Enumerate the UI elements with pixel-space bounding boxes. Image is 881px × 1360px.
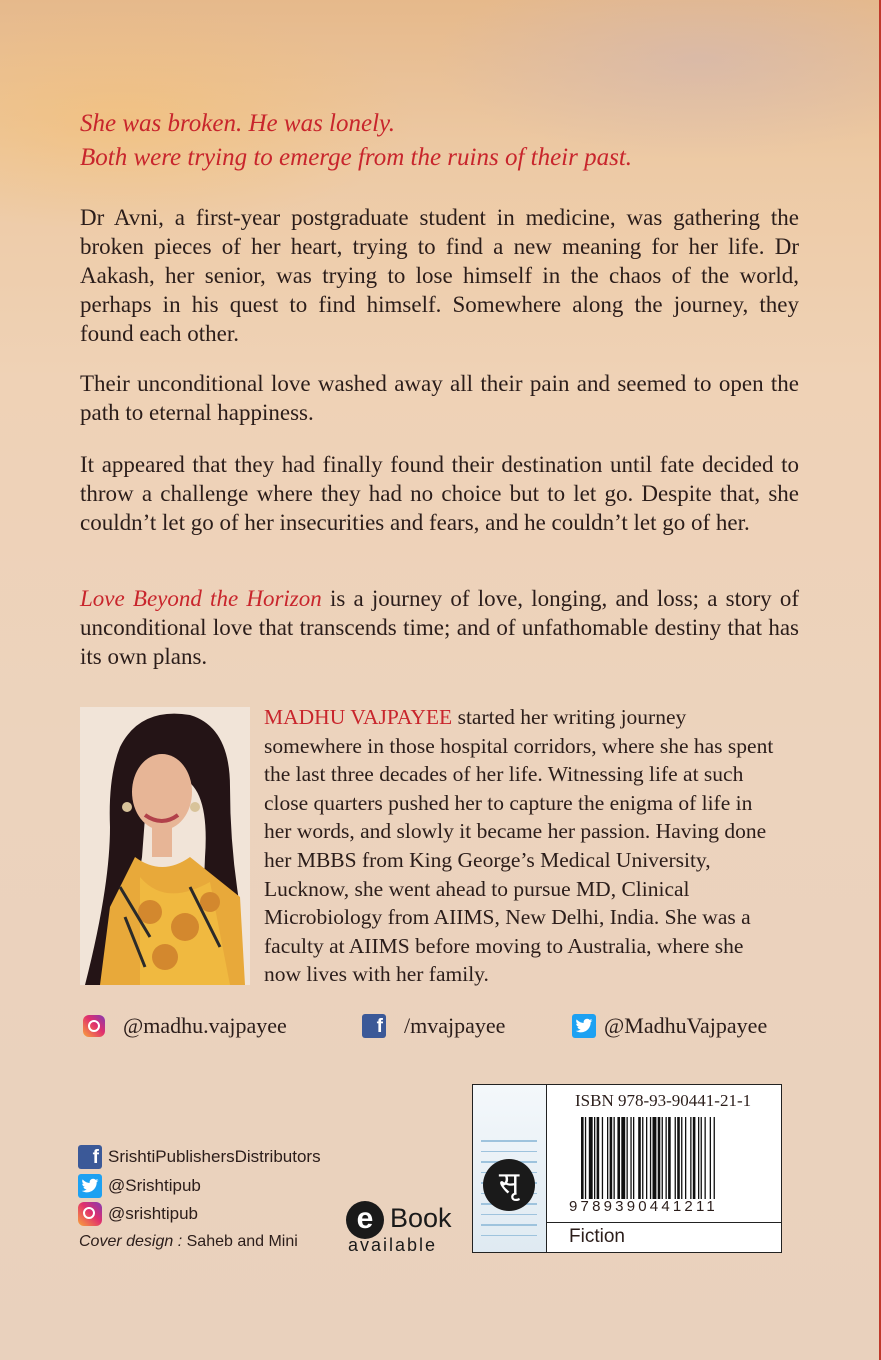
blurb-paragraph-4-text: is a journey of love, longing, and loss; a story of unconditional love that transcends time; and of unfathomable destiny that has its own plans. (80, 586, 799, 669)
blurb-paragraph-4 (80, 584, 799, 671)
instagram-icon (83, 1015, 105, 1037)
barcode-bar (658, 1117, 661, 1199)
author-name: MADHU VAJPAYEE (264, 705, 453, 729)
barcode-bar (662, 1117, 663, 1199)
author-bio (264, 703, 781, 989)
genre-label: Fiction (547, 1222, 781, 1252)
blurb-paragraph-3: It appeared that they had finally found their destination until fate decided to throw a challenge where they had no choice but to let go. Despite that, she couldn’t let go of her insecurities and fears, and he couldn’t let go of her. (80, 452, 799, 535)
barcode-bar (668, 1117, 671, 1199)
tagline-line-1: She was broken. He was lonely. (80, 110, 396, 137)
barcode-panel (547, 1085, 781, 1252)
cover-design-label: Cover design : (79, 1233, 183, 1250)
barcode-bar (638, 1117, 641, 1199)
barcode-bar (617, 1117, 620, 1199)
publisher-facebook[interactable] (78, 1145, 321, 1169)
barcode-bar (693, 1117, 696, 1199)
facebook-icon: f (78, 1145, 102, 1169)
blurb-paragraph-2: Their unconditional love washed away all their pain and seemed to open the path to eternal happiness. (80, 371, 799, 425)
isbn-number: ISBN 978-93-90441-21-1 (575, 1091, 752, 1110)
barcode-bar (581, 1117, 584, 1199)
barcode-bar (666, 1117, 667, 1199)
twitter-icon (572, 1014, 596, 1038)
ebook-e-icon: e (346, 1201, 384, 1239)
publisher-logo: सृ (483, 1159, 535, 1211)
author-facebook-handle[interactable]: /mvajpayee (404, 1013, 506, 1038)
barcode-bar (710, 1117, 711, 1199)
barcode-bar (610, 1117, 613, 1199)
ebook-available: available (348, 1235, 438, 1255)
book-title: Love Beyond the Horizon (80, 586, 322, 611)
tagline-line-2: Both were trying to emerge from the ruins of their past. (80, 144, 633, 171)
author-instagram[interactable] (83, 1013, 287, 1039)
publisher-facebook-handle[interactable]: SrishtiPublishersDistributors (108, 1147, 321, 1166)
publisher-twitter-handle[interactable]: @Srishtipub (108, 1176, 201, 1195)
barcode-bar (685, 1117, 686, 1199)
instagram-icon (78, 1202, 102, 1226)
barcode-bar (607, 1117, 608, 1199)
ebook-word: Book (390, 1203, 452, 1233)
barcode-bar (698, 1117, 699, 1199)
barcode-bar (681, 1117, 682, 1199)
barcode-bar (701, 1117, 702, 1199)
barcode-bar (630, 1117, 631, 1199)
publisher-twitter[interactable] (78, 1174, 201, 1198)
barcode-bar (597, 1117, 600, 1199)
barcode-bar (614, 1117, 615, 1199)
blurb-paragraph-1: Dr Avni, a first-year postgraduate student in medicine, was gathering the broken pieces of her heart, trying to find a new meaning for her life. Dr Aakash, her senior, was trying to lose himself in the chaos of the world, perhaps in his quest to find himself. Somewhere along the journey, they found each other. (80, 205, 799, 346)
barcode-bar (642, 1117, 643, 1199)
barcode-bar (690, 1117, 691, 1199)
barcode-bar (714, 1117, 715, 1199)
barcode-bar (594, 1117, 595, 1199)
barcode-bar (675, 1117, 676, 1199)
barcode-bar (646, 1117, 647, 1199)
author-portrait-illustration (80, 707, 250, 985)
barcode-bar (627, 1117, 628, 1199)
author-photo (80, 707, 250, 985)
barcode-bar (589, 1117, 593, 1199)
barcode-bar (653, 1117, 657, 1199)
author-twitter[interactable] (572, 1013, 767, 1039)
barcode-digits: 9789390441211 (569, 1198, 718, 1215)
author-bio-text: started her writing journey somewhere in those hospital corridors, where she has spent the last three decades of her life. Witnessing life at such close quarters pushed her to capture the enigma of life in her words, and slowly it became her passion. Having done her MBBS from King George’s Medical University, Lucknow, she went ahead to pursue MD, Clinical Microbiology from AIIMS, New Delhi, India. She was a faculty at AIIMS before moving to Australia, where she now lives with her family. (264, 705, 774, 987)
barcode-bar (633, 1117, 634, 1199)
barcode-bar (650, 1117, 651, 1199)
barcode (581, 1117, 761, 1199)
author-twitter-handle[interactable]: @MadhuVajpayee (604, 1013, 768, 1038)
author-instagram-handle[interactable]: @madhu.vajpayee (123, 1013, 287, 1038)
isbn-block (472, 1084, 782, 1253)
author-facebook[interactable] (362, 1013, 505, 1039)
ebook-badge (346, 1199, 464, 1257)
publisher-instagram-handle[interactable]: @srishtipub (108, 1204, 199, 1223)
publisher-instagram[interactable] (78, 1202, 198, 1226)
facebook-icon: f (362, 1014, 386, 1038)
barcode-bar (602, 1117, 603, 1199)
barcode-bar (705, 1117, 706, 1199)
cover-design-credit (79, 1233, 298, 1251)
publisher-logo-panel (473, 1085, 547, 1252)
barcode-bar (677, 1117, 680, 1199)
cover-design-value: Saheb and Mini (186, 1233, 298, 1250)
barcode-bar (621, 1117, 625, 1199)
twitter-icon (78, 1174, 102, 1198)
barcode-bar (585, 1117, 586, 1199)
